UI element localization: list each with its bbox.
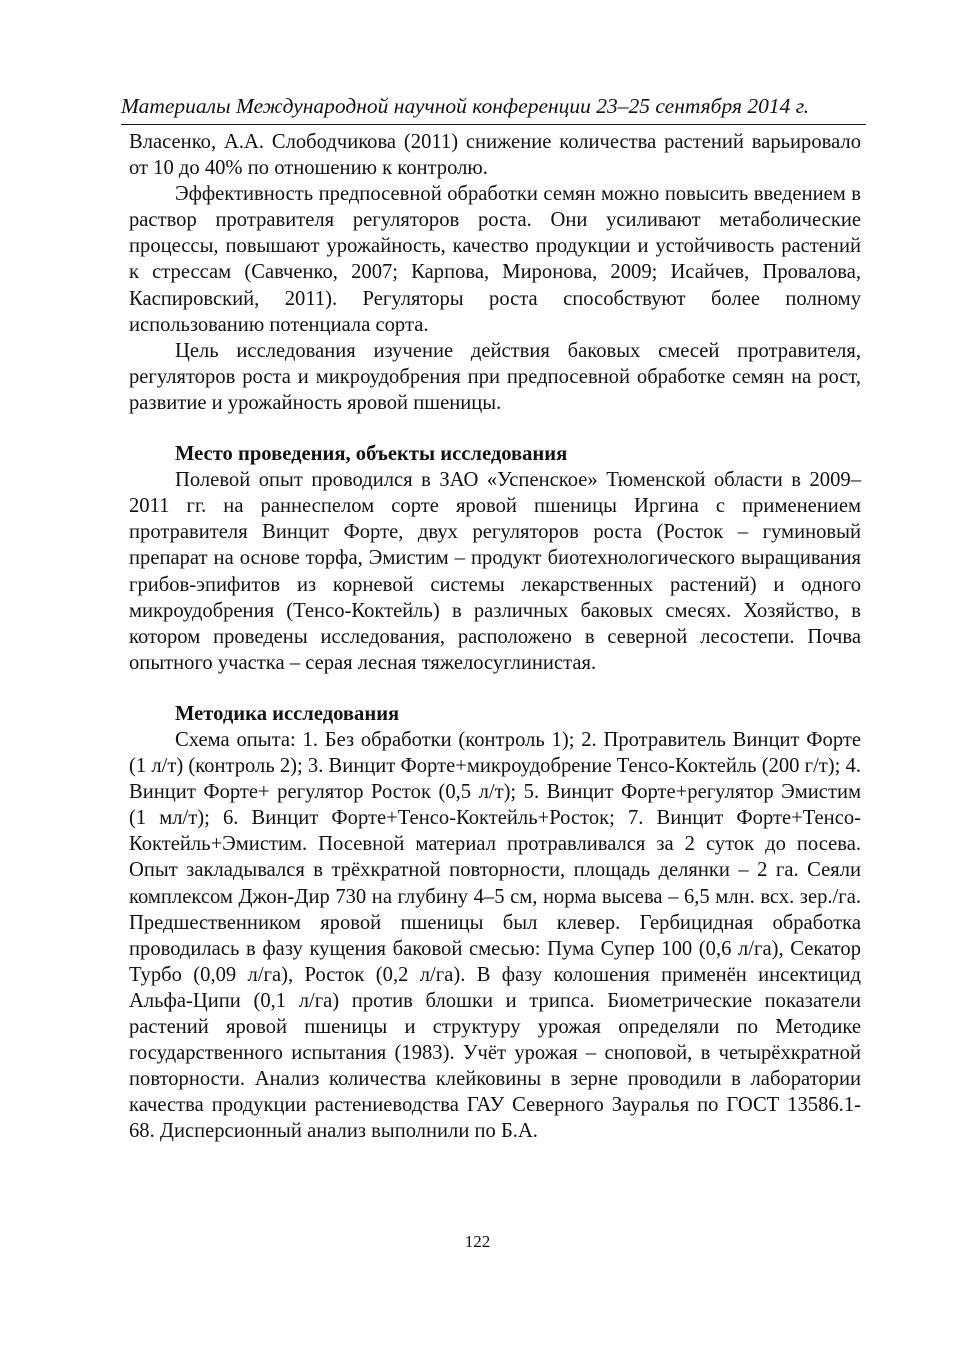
page-number: 122	[464, 1232, 491, 1251]
section-gap	[129, 416, 861, 441]
section-heading-methods: Методика исследования	[175, 702, 400, 725]
paragraph-2: Эффективность предпосевной обработки семян можно повысить введением в раствор протравителя регуляторов роста. Они усиливают метаболические процессы, повышают урожайность, качество продукции и устойчивость растений к стрессам (Савченко, 2007; Карпова, Миронова, 2009; Исайчев, Провалова, Каспировский, 2011). Регуляторы роста способствуют более полному использованию потенциала сорта.	[129, 183, 861, 336]
paragraph-3: Цель исследования изучение действия баковых смесей протравителя, регуляторов роста и микроудобрения при предпосевной обработке семян на рост, развитие и урожайность яровой пшеницы.	[129, 339, 861, 414]
page-body	[129, 129, 861, 1144]
paragraph-5: Схема опыта: 1. Без обработки (контроль 1); 2. Протравитель Винцит Форте (1 л/т) (контроль 2); 3. Винцит Форте+микроудобрение Тенсо-Коктейль (200 г/т); 4. Винцит Форте+ регулятор Росток (0,5 л/т); 5. Винцит Форте+регулятор Эмистим (1 мл/т); 6. Винцит Форте+Тенсо-Коктейль+Росток; 7. Винцит Форте+Тенсо-Коктейль+Эмистим. Посевной материал протравливался за 2 суток до посева. Опыт закладывался в трёхкратной повторности, площадь делянки – 2 га. Сеяли комплексом Джон-Дир 730 на глубину 4–5 см, норма высева – 6,5 млн. всх. зер./га. Предшественником яровой пшеницы был клевер. Гербицидная обработка проводилась в фазу кущения баковой смесью: Пума Супер 100 (0,6 л/га), Секатор Турбо (0,09 л/га), Росток (0,2 л/га). В фазу колошения применён инсектицид Альфа-Ципи (0,1 л/га) против блошки и трипса. Биометрические показатели растений яровой пшеницы и структуру урожая определяли по Методике государственного испытания (1983). Учёт урожая – сноповой, в четырёхкратной повторности. Анализ количества клейковины в зерне проводили в лаборатории качества продукции растениеводства ГАУ Северного Зауралья по ГОСТ 13586.1-68. Дисперсионный анализ выполнили по Б.А.	[129, 728, 861, 1143]
section-heading-location: Место проведения, объекты исследования	[175, 443, 568, 466]
paragraph-4: Полевой опыт проводился в ЗАО «Успенское» Тюменской области в 2009–2011 гг. на раннеспелом сорте яровой пшеницы Иргина с применением протравителя Винцит Форте, двух регуляторов роста (Росток – гуминовый препарат на основе торфа, Эмистим – продукт биотехнологического выращивания грибов-эпифитов из корневой системы лекарственных растений) и одного микроудобрения (Тенсо-Коктейль) в различных баковых смесях. Хозяйство, в котором проведены исследования, расположено в северной лесостепи. Почва опытного участка – серая лесная тяжелосуглинистая.	[129, 469, 861, 674]
paragraph-1: Власенко, А.А. Слободчикова (2011) снижение количества растений варьировало от 10 до 40% по отношению к контролю.	[129, 131, 861, 180]
header-rule	[121, 124, 866, 125]
section-gap	[129, 676, 861, 701]
running-header: Материалы Международной научной конференции 23–25 сентября 2014 г.	[121, 94, 810, 118]
